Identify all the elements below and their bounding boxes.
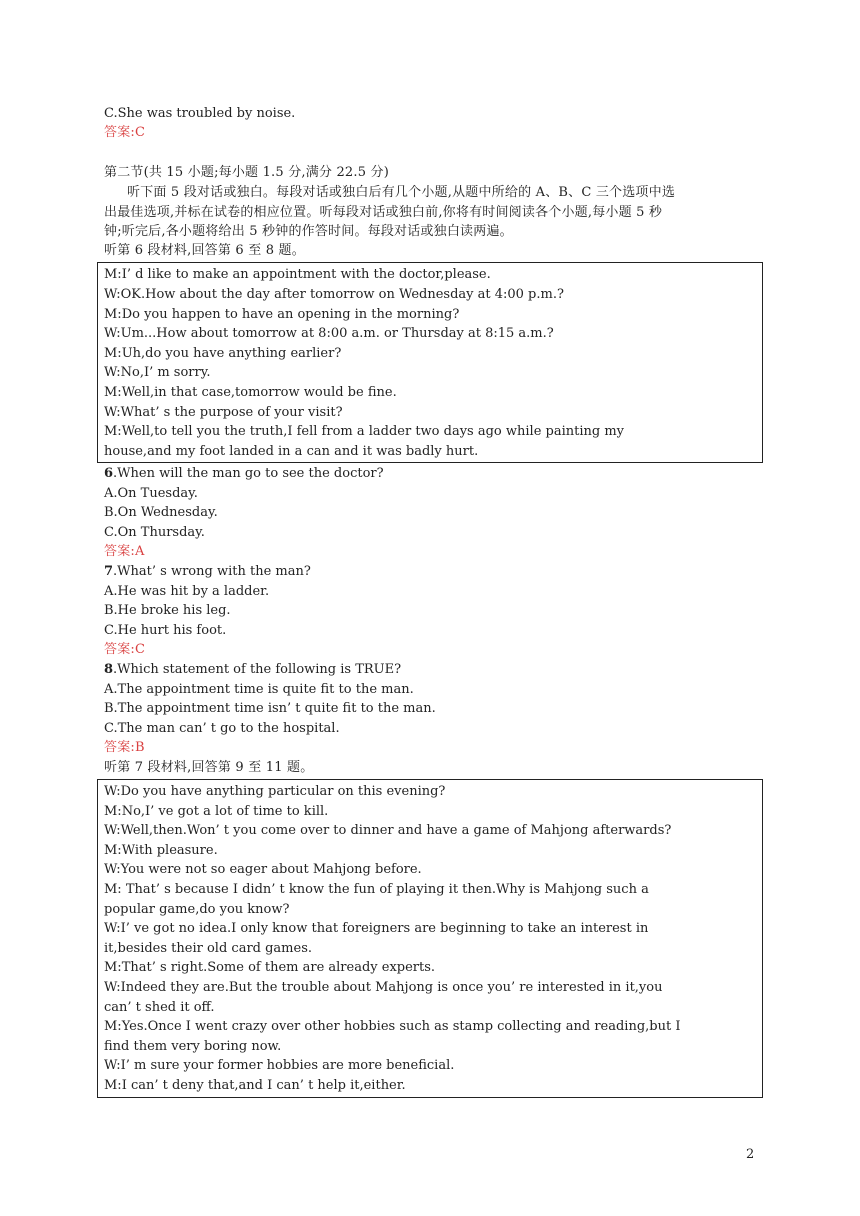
- dialogue-line: M:I’ d like to make an appointment with the doctor,please.: [104, 267, 491, 282]
- instructions-line-1: 听下面 5 段对话或独白。每段对话或独白后有几个小题,从题中所给的 A、B、C 三个选项中选: [127, 185, 676, 200]
- dialogue-line: it,besides their old card games.: [104, 941, 313, 956]
- option-a: A.On Tuesday.: [104, 486, 198, 501]
- dialogue-line: M:No,I’ ve got a lot of time to kill.: [104, 804, 329, 819]
- question-7: [104, 562, 311, 582]
- question-number: 7: [104, 564, 114, 579]
- dialogue-line: popular game,do you know?: [104, 902, 290, 917]
- page-number: 2: [746, 1147, 755, 1162]
- material6-intro: 听第 6 段材料,回答第 6 至 8 题。: [104, 243, 305, 258]
- question-number: 6: [104, 466, 114, 481]
- option-b: B.The appointment time isn’ t quite fit to the man.: [104, 701, 436, 716]
- dialogue-line: W:No,I’ m sorry.: [104, 365, 211, 380]
- dialogue-line: W:I’ ve got no idea.I only know that foreigners are beginning to take an interest in: [104, 921, 649, 936]
- dialogue-line: find them very boring now.: [104, 1039, 282, 1054]
- dialogue-line: M:Yes.Once I went crazy over other hobbies such as stamp collecting and reading,but I: [104, 1019, 681, 1034]
- dialogue-line: M:Well,to tell you the truth,I fell from a ladder two days ago while painting my: [104, 424, 625, 439]
- prev-option-c: C.She was troubled by noise.: [104, 106, 296, 121]
- option-b: B.On Wednesday.: [104, 505, 218, 520]
- dialogue-line: W:What’ s the purpose of your visit?: [104, 405, 343, 420]
- dialogue-line: house,and my foot landed in a can and it was badly hurt.: [104, 444, 479, 459]
- dialogue-line: M:Well,in that case,tomorrow would be fine.: [104, 385, 397, 400]
- option-c: C.He hurt his foot.: [104, 623, 227, 638]
- option-a: A.He was hit by a ladder.: [104, 584, 270, 599]
- instructions-line-2: 出最佳选项,并标在试卷的相应位置。听每段对话或独白前,你将有时间阅读各个小题,每小题 5 秒: [104, 205, 663, 220]
- answer-8: 答案:B: [104, 740, 145, 755]
- dialogue-line: W:Um...How about tomorrow at 8:00 a.m. or Thursday at 8:15 a.m.?: [104, 326, 554, 341]
- dialogue-line: M:Uh,do you have anything earlier?: [104, 346, 342, 361]
- dialogue-line: M:Do you happen to have an opening in the morning?: [104, 307, 460, 322]
- option-c: C.On Thursday.: [104, 525, 205, 540]
- question-number: 8: [104, 662, 114, 677]
- dialogue-line: M: That’ s because I didn’ t know the fun of playing it then.Why is Mahjong such a: [104, 882, 649, 897]
- instructions-line-3: 钟;听完后,各小题将给出 5 秒钟的作答时间。每段对话或独白读两遍。: [104, 224, 513, 239]
- dialogue-line: M:I can’ t deny that,and I can’ t help it,either.: [104, 1078, 406, 1093]
- answer-6: 答案:A: [104, 544, 145, 559]
- material6-dialogue-box: [97, 262, 763, 463]
- option-b: B.He broke his leg.: [104, 603, 231, 618]
- dialogue-line: W:Do you have anything particular on this evening?: [104, 784, 446, 799]
- answer-7: 答案:C: [104, 642, 146, 657]
- dialogue-line: W:Indeed they are.But the trouble about Mahjong is once you’ re interested in it,you: [104, 980, 663, 995]
- dialogue-line: W:Well,then.Won’ t you come over to dinner and have a game of Mahjong afterwards?: [104, 823, 672, 838]
- prev-answer: 答案:C: [104, 125, 146, 140]
- option-c: C.The man can’ t go to the hospital.: [104, 721, 340, 736]
- question-text: .What’ s wrong with the man?: [113, 564, 311, 579]
- material7-intro: 听第 7 段材料,回答第 9 至 11 题。: [104, 760, 314, 775]
- option-a: A.The appointment time is quite fit to the man.: [104, 682, 414, 697]
- question-text: .Which statement of the following is TRUE?: [113, 662, 402, 677]
- dialogue-line: W:You were not so eager about Mahjong before.: [104, 862, 422, 877]
- dialogue-line: W:OK.How about the day after tomorrow on Wednesday at 4:00 p.m.?: [104, 287, 564, 302]
- question-text: .When will the man go to see the doctor?: [113, 466, 384, 481]
- dialogue-line: M:That’ s right.Some of them are already experts.: [104, 960, 436, 975]
- question-8: [104, 660, 401, 680]
- dialogue-line: W:I’ m sure your former hobbies are more beneficial.: [104, 1058, 455, 1073]
- dialogue-line: can’ t shed it off.: [104, 1000, 215, 1015]
- material7-dialogue-box: [97, 779, 763, 1098]
- question-6: [104, 464, 384, 484]
- dialogue-line: M:With pleasure.: [104, 843, 218, 858]
- section-title: 第二节(共 15 小题;每小题 1.5 分,满分 22.5 分): [104, 165, 390, 180]
